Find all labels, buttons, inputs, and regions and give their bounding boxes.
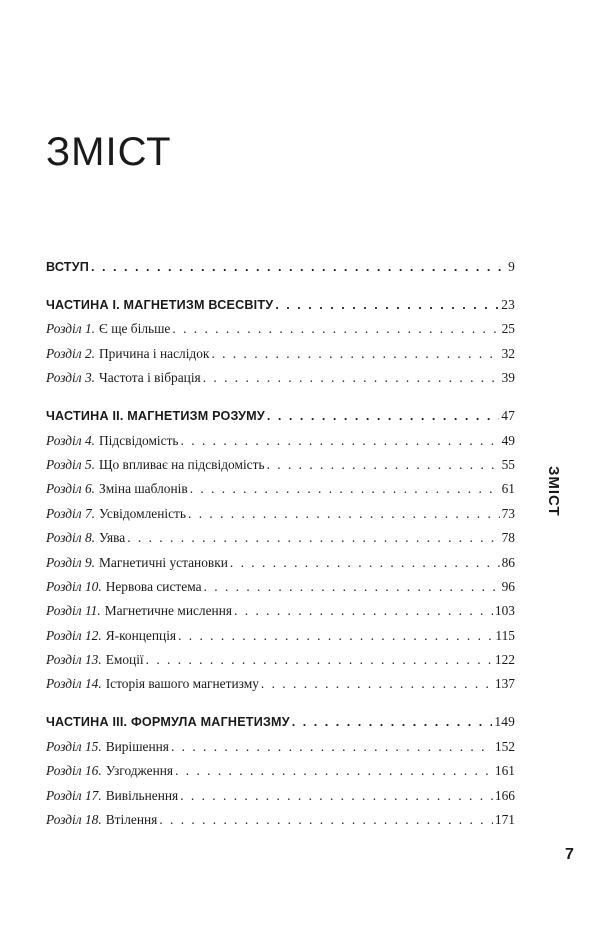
chapter-page: 96 xyxy=(501,578,515,594)
side-running-title: ЗМІСТ xyxy=(545,466,562,517)
leader-dots xyxy=(230,554,500,572)
chapter-label: Розділ 8. xyxy=(46,530,95,546)
chapter-title: Втілення xyxy=(105,812,158,828)
chapter-label: Розділ 12. xyxy=(46,627,102,643)
chapter-title: Що впливає на підсвідомість xyxy=(99,456,265,472)
leader-dots xyxy=(175,762,493,780)
toc-chapter-14[interactable] xyxy=(46,675,515,693)
leader-dots xyxy=(181,432,500,450)
part-title: ЧАСТИНА II. МАГНЕТИЗМ РОЗУМУ xyxy=(46,409,265,424)
toc-chapter-10[interactable] xyxy=(46,578,515,596)
chapter-page: 78 xyxy=(501,530,515,546)
leader-dots xyxy=(267,456,500,474)
toc-chapter-18[interactable] xyxy=(46,811,515,829)
part-page: 23 xyxy=(501,297,515,312)
chapter-title: Магнетичні установки xyxy=(99,554,228,570)
toc-chapter-5[interactable] xyxy=(46,456,515,474)
chapter-title: Магнетичне мислення xyxy=(104,603,233,619)
chapter-title: Нервова система xyxy=(105,578,202,594)
part-page: 47 xyxy=(501,408,515,424)
chapter-page: 115 xyxy=(495,627,515,643)
leader-dots xyxy=(159,811,493,829)
chapter-label: Розділ 16. xyxy=(46,763,102,779)
chapter-label: Розділ 10. xyxy=(46,578,102,594)
chapter-label: Розділ 15. xyxy=(46,738,102,754)
chapter-page: 166 xyxy=(494,787,515,803)
chapter-label: Розділ 18. xyxy=(46,812,102,828)
leader-dots xyxy=(292,713,493,731)
chapter-title: Є ще більше xyxy=(99,321,171,337)
leader-dots xyxy=(91,258,506,276)
toc-chapter-4[interactable] xyxy=(46,432,515,450)
leader-dots xyxy=(180,787,493,805)
chapter-title: Історія вашого магнетизму xyxy=(105,676,259,692)
chapter-title: Причина і наслідок xyxy=(99,345,210,361)
leader-dots xyxy=(146,651,493,669)
leader-dots xyxy=(204,578,500,596)
toc-intro-page: 9 xyxy=(508,259,515,274)
leader-dots xyxy=(261,675,493,693)
toc-chapter-9[interactable] xyxy=(46,554,515,572)
chapter-label: Розділ 9. xyxy=(46,554,95,570)
toc-part-3[interactable] xyxy=(46,713,515,731)
toc-chapter-7[interactable] xyxy=(46,505,515,523)
toc-chapter-8[interactable] xyxy=(46,529,515,547)
chapter-label: Розділ 5. xyxy=(46,456,95,472)
toc-chapter-15[interactable] xyxy=(46,738,515,756)
chapter-page: 32 xyxy=(501,345,515,361)
toc-intro-title: ВСТУП xyxy=(46,260,89,274)
chapter-label: Розділ 14. xyxy=(46,676,102,692)
leader-dots xyxy=(203,369,500,387)
toc-part-2[interactable] xyxy=(46,407,515,425)
toc-chapter-3[interactable] xyxy=(46,369,515,387)
chapter-title: Уява xyxy=(99,530,126,546)
leader-dots xyxy=(275,296,499,314)
chapter-page: 152 xyxy=(494,738,515,754)
leader-dots xyxy=(267,407,499,425)
chapter-title: Емоції xyxy=(105,652,144,668)
chapter-page: 49 xyxy=(501,432,515,448)
chapter-label: Розділ 1. xyxy=(46,321,95,337)
leader-dots xyxy=(188,505,500,523)
chapter-label: Розділ 13. xyxy=(46,652,102,668)
chapter-page: 161 xyxy=(494,763,515,779)
leader-dots xyxy=(172,320,499,338)
toc-chapter-12[interactable] xyxy=(46,627,515,645)
toc-chapter-11[interactable] xyxy=(46,602,515,620)
chapter-page: 137 xyxy=(494,676,515,692)
leader-dots xyxy=(171,738,493,756)
chapter-page: 86 xyxy=(501,554,515,570)
part-title: ЧАСТИНА I. МАГНЕТИЗМ ВСЕСВІТУ xyxy=(46,298,274,312)
page-title: ЗМІСТ xyxy=(46,130,172,174)
toc-chapter-16[interactable] xyxy=(46,762,515,780)
chapter-title: Зміна шаблонів xyxy=(99,481,188,497)
toc-part-1[interactable] xyxy=(46,296,515,314)
chapter-page: 171 xyxy=(494,812,515,828)
leader-dots xyxy=(190,480,500,498)
chapter-title: Узгодження xyxy=(105,763,174,779)
chapter-page: 61 xyxy=(501,481,515,497)
part-page: 149 xyxy=(494,714,515,730)
chapter-title: Вирішення xyxy=(105,738,169,754)
chapter-page: 122 xyxy=(494,652,515,668)
leader-dots xyxy=(234,602,493,620)
chapter-title: Підсвідомість xyxy=(99,432,179,448)
chapter-label: Розділ 11. xyxy=(46,603,101,619)
part-title: ЧАСТИНА III. ФОРМУЛА МАГНЕТИЗМУ xyxy=(46,715,290,730)
chapter-page: 73 xyxy=(501,505,515,521)
chapter-page: 39 xyxy=(501,370,515,386)
leader-dots xyxy=(127,529,499,547)
chapter-title: Я-концепція xyxy=(105,627,177,643)
chapter-page: 55 xyxy=(501,456,515,472)
page-number: 7 xyxy=(565,846,574,863)
chapter-page: 25 xyxy=(501,321,515,337)
toc-chapter-6[interactable] xyxy=(46,480,515,498)
toc-intro[interactable] xyxy=(46,258,515,276)
chapter-label: Розділ 2. xyxy=(46,345,95,361)
chapter-title: Усвідомленість xyxy=(99,505,186,521)
chapter-label: Розділ 6. xyxy=(46,481,95,497)
toc-chapter-1[interactable] xyxy=(46,320,515,338)
chapter-label: Розділ 7. xyxy=(46,505,95,521)
table-of-contents xyxy=(46,258,515,829)
chapter-label: Розділ 17. xyxy=(46,787,102,803)
chapter-page: 103 xyxy=(494,603,515,619)
chapter-label: Розділ 4. xyxy=(46,432,95,448)
chapter-title: Частота і вібрація xyxy=(99,370,201,386)
toc-chapter-2[interactable] xyxy=(46,345,515,363)
toc-chapter-13[interactable] xyxy=(46,651,515,669)
chapter-title: Вивільнення xyxy=(105,787,179,803)
toc-chapter-17[interactable] xyxy=(46,787,515,805)
chapter-label: Розділ 3. xyxy=(46,370,95,386)
leader-dots xyxy=(211,345,499,363)
leader-dots xyxy=(178,627,493,645)
